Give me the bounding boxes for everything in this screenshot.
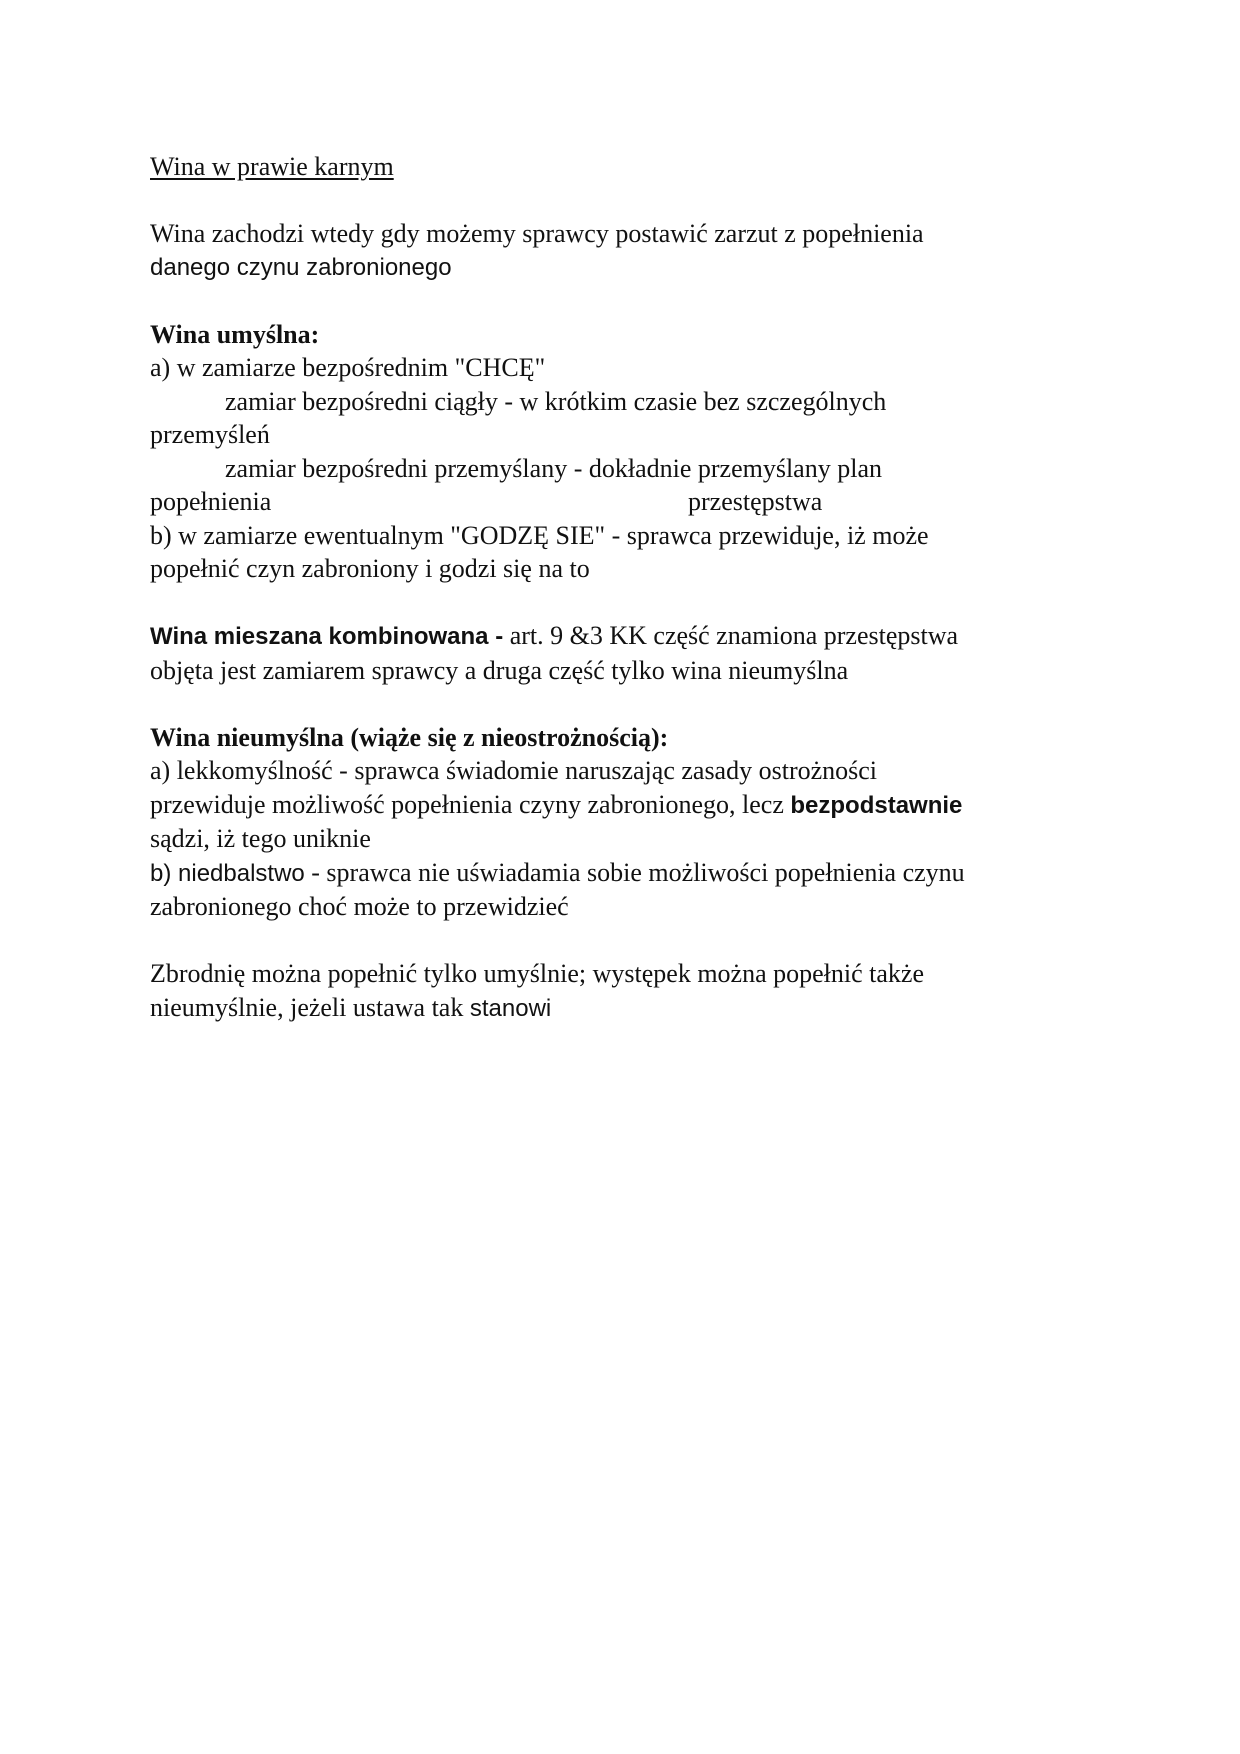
spacer — [150, 687, 1090, 721]
mieszana-line-2: objęta jest zamiarem sprawcy a druga część tylko wina nieumyślna — [150, 655, 849, 685]
mieszana-line-1-rest: art. 9 &3 KK część znamiona przestępstwa — [503, 621, 959, 650]
mieszana-heading: Wina mieszana kombinowana - — [150, 623, 504, 650]
nieumyslna-b-line-1-rest: - sprawca nie uświadamia sobie możliwości popełnienia czynu — [304, 857, 965, 887]
umyslna-a-line: a) w zamiarze bezpośrednim "CHCĘ" — [150, 353, 546, 382]
umyslna-przemyslany-line-1: zamiar bezpośredni przemyślany - dokładnie przemyślany plan — [225, 453, 882, 483]
spacer — [150, 184, 1090, 218]
closing-line-2-start: nieumyślnie, jeżeli ustawa tak — [150, 992, 470, 1022]
umyslna-przemyslany-line-2 — [150, 485, 1090, 519]
umyslna-b-line-2: popełnić czyn zabroniony i godzi się na to — [150, 554, 590, 583]
nieumyslna-heading: Wina nieumyślna (wiąże się z nieostrożnością): — [150, 722, 669, 752]
umyslna-heading: Wina umyślna: — [150, 319, 320, 349]
spacer — [150, 924, 1090, 958]
closing-line-1: Zbrodnię można popełnić tylko umyślnie; występek można popełnić także — [150, 959, 925, 988]
spacer — [150, 586, 1090, 620]
nieumyslna-a-line-1: a) lekkomyślność - sprawca świadomie naruszając zasady ostrożności — [150, 756, 878, 785]
umyslna-ciagly-line-2: przemyśleń — [150, 420, 270, 449]
nieumyslna-a-line-3: sądzi, iż tego uniknie — [150, 824, 371, 853]
closing-line-2-end: stanowi — [469, 994, 552, 1022]
intro-line-1: Wina zachodzi wtedy gdy możemy sprawcy postawić zarzut z popełnienia — [150, 219, 924, 248]
umyslna-ciagly-line-1: zamiar bezpośredni ciągły - w krótkim czasie bez szczególnych — [225, 386, 887, 416]
umyslna-b-line-1: b) w zamiarze ewentualnym "GODZĘ SIE" - sprawca przewiduje, iż może — [150, 520, 929, 550]
spacer — [150, 284, 1090, 318]
intro-line-2: danego czynu zabronionego — [150, 253, 452, 281]
przemyslany-line-2-left: popełnienia — [150, 487, 272, 516]
nieumyslna-a-line-2 — [150, 788, 1090, 823]
document-title: Wina w prawie karnym — [150, 152, 394, 181]
bezpodstawnie-word: bezpodstawnie — [790, 791, 963, 819]
niedbalstwo-label: b) niedbalstwo — [150, 859, 305, 887]
closing-line-2 — [150, 991, 1090, 1026]
mieszana-line-1 — [150, 619, 1090, 654]
nieumyslna-a-line-2-start: przewiduje możliwość popełnienia czyny zabronionego, lecz — [150, 789, 791, 819]
nieumyslna-b-line-2: zabronionego choć może to przewidzieć — [150, 892, 569, 921]
document-body — [150, 150, 1090, 1025]
przemyslany-line-2-right: przestępstwa — [688, 487, 823, 516]
nieumyslna-b-line-1 — [150, 856, 1090, 891]
